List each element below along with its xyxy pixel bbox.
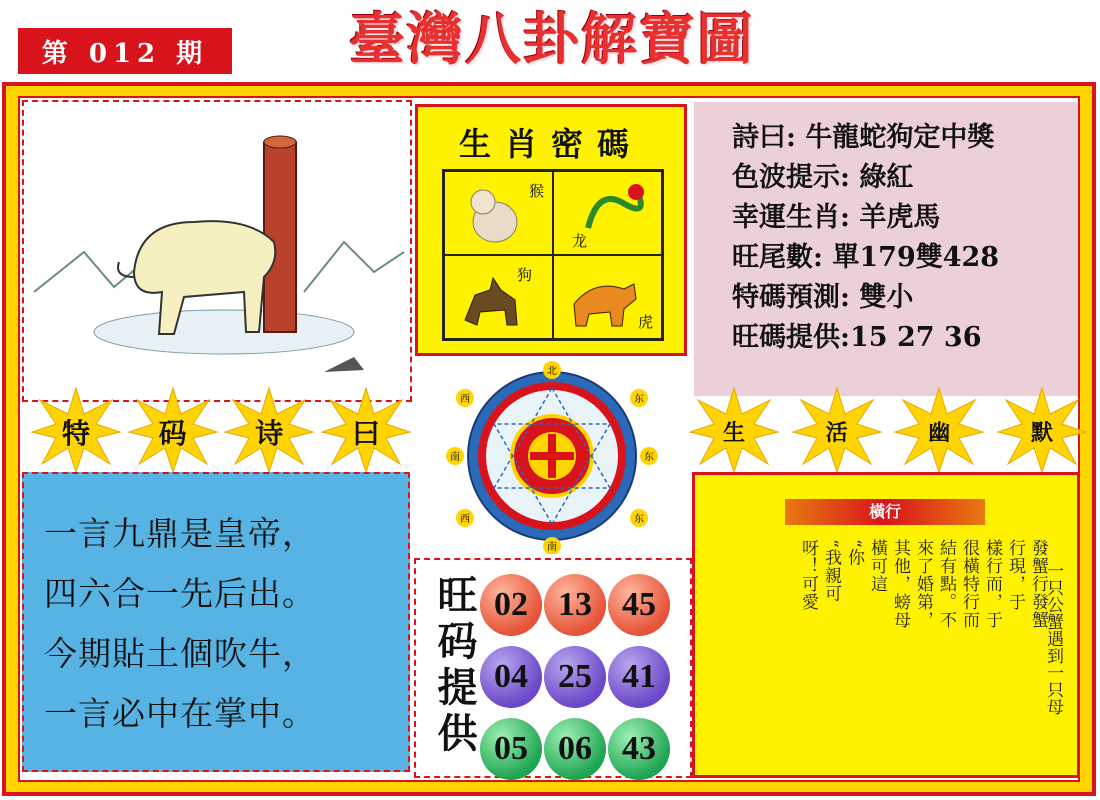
sheep-post-illustration xyxy=(24,102,410,400)
hot-numbers-box xyxy=(414,558,692,778)
compass-label: 东 xyxy=(634,394,644,405)
story-columns xyxy=(796,539,1049,767)
star-badge xyxy=(127,386,219,474)
star-char: 诗 xyxy=(255,417,284,450)
compass-label: 南 xyxy=(547,542,557,553)
star-char: 码 xyxy=(158,417,187,450)
poem-line: 今期貼土個吹牛， xyxy=(44,634,316,673)
star-badge xyxy=(30,386,122,474)
star-char: 幽 xyxy=(928,420,951,446)
number-ball: 25 xyxy=(544,646,606,708)
page-title: 臺灣八卦解寶圖 xyxy=(349,7,755,73)
star-badge xyxy=(223,386,315,474)
zodiac-code-box xyxy=(415,104,687,356)
stars-right xyxy=(688,386,1088,474)
star-char: 特 xyxy=(61,417,90,450)
number-ball: 04 xyxy=(480,646,542,708)
poem-box xyxy=(22,472,410,772)
zodiac-cell xyxy=(444,171,553,255)
zodiac-cell xyxy=(444,255,553,339)
star-badge xyxy=(791,386,883,474)
star-badge xyxy=(320,386,412,474)
star-char: 默 xyxy=(1030,420,1053,446)
compass-label: 东 xyxy=(634,514,644,525)
tiger-icon xyxy=(564,264,644,334)
number-balls xyxy=(480,574,670,780)
story-box xyxy=(692,472,1080,778)
story-column: 很橫特行而 xyxy=(959,539,979,629)
story-column: 行現，于 xyxy=(1005,539,1025,611)
color-wave-hint: 色波提示: 綠紅 xyxy=(732,162,914,193)
poem-hint: 詩曰: 牛龍蛇狗定中獎 xyxy=(732,122,995,153)
number-ball: 43 xyxy=(608,718,670,780)
poem-line: 四六合一先后出。 xyxy=(44,574,316,613)
compass-label: 东 xyxy=(644,452,654,463)
story-side-column: 一只公蟹遇到一只母 xyxy=(1043,562,1063,715)
story-column: 發蟹行發蟹 xyxy=(1028,539,1048,629)
number-ball: 06 xyxy=(544,718,606,780)
bagua-compass xyxy=(440,358,664,554)
issue-badge: 第 012 期 xyxy=(18,28,232,74)
story-column: “你 xyxy=(844,539,864,567)
illustration-panel xyxy=(22,100,412,402)
star-char: 曰 xyxy=(351,417,380,450)
zodiac-label: 猴 xyxy=(528,182,544,200)
number-ball: 41 xyxy=(608,646,670,708)
compass-label: 南 xyxy=(450,452,460,463)
special-prediction: 特碼預測: 雙小 xyxy=(732,282,914,313)
story-column: “我親可 xyxy=(821,539,841,603)
hot-numbers: 旺碼提供:15 27 36 xyxy=(732,322,982,353)
number-ball: 02 xyxy=(480,574,542,636)
lucky-zodiac: 幸運生肖: 羊虎馬 xyxy=(732,202,941,233)
star-char: 活 xyxy=(825,420,848,446)
zodiac-label: 虎 xyxy=(637,313,653,331)
star-badge xyxy=(688,386,780,474)
dragon-icon xyxy=(578,178,658,248)
hint-info-box xyxy=(694,102,1078,396)
compass-label: 西 xyxy=(460,394,470,405)
star-badge xyxy=(996,386,1088,474)
story-column: 樣行而，于 xyxy=(982,539,1002,629)
stars-left xyxy=(30,386,412,474)
zodiac-cell xyxy=(553,255,662,339)
number-ball: 45 xyxy=(608,574,670,636)
story-column: 其他，螃母 xyxy=(890,539,910,629)
number-ball: 05 xyxy=(480,718,542,780)
tail-numbers: 旺尾數: 單179雙428 xyxy=(732,242,1000,273)
poem-line: 一言九鼎是皇帝， xyxy=(44,514,316,553)
story-column: 來了婚第， xyxy=(913,539,933,629)
star-badge xyxy=(893,386,985,474)
poem-line: 一言必中在掌中。 xyxy=(44,694,316,733)
star-char: 生 xyxy=(722,420,745,446)
compass-label: 西 xyxy=(460,514,470,525)
zodiac-grid xyxy=(442,169,664,341)
zodiac-label: 狗 xyxy=(517,266,533,284)
monkey-icon xyxy=(455,180,535,250)
story-column: 結有點。不 xyxy=(936,539,956,629)
compass-label: 北 xyxy=(547,366,557,377)
zodiac-title: 生肖密碼 xyxy=(458,125,643,163)
numbers-title: 旺码提供 xyxy=(431,574,478,758)
compass-wheel-icon xyxy=(440,358,664,554)
zodiac-cell xyxy=(553,171,662,255)
story-column: 橫可這 xyxy=(867,539,887,593)
story-heading: 橫行 xyxy=(785,499,985,525)
zodiac-label: 龙 xyxy=(572,232,588,250)
story-column: 呀！可愛 xyxy=(798,539,818,611)
number-ball: 13 xyxy=(544,574,606,636)
